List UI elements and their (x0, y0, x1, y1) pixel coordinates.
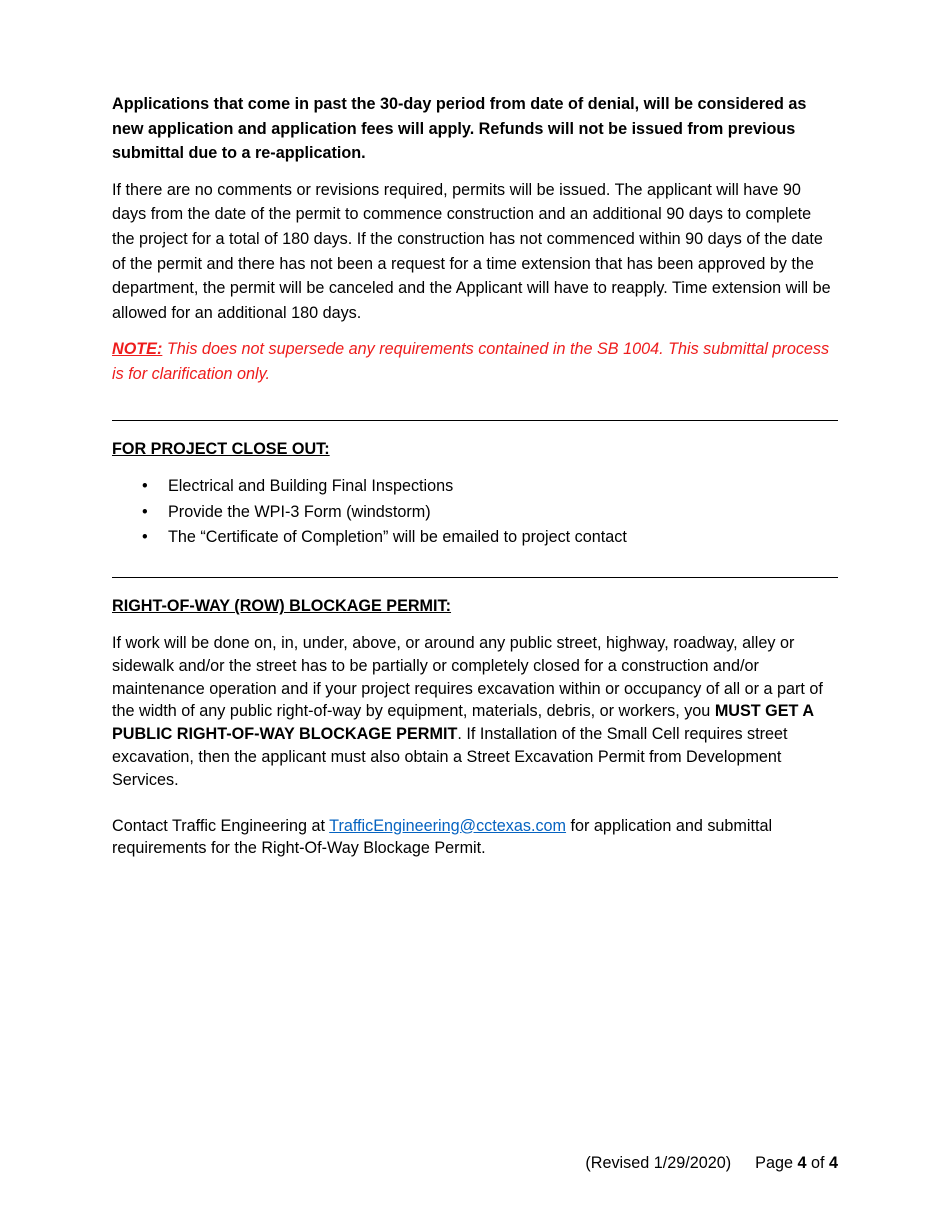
contact-prefix: Contact Traffic Engineering at (112, 816, 330, 835)
list-item-text: Electrical and Building Final Inspections (168, 477, 454, 496)
revision-date: (Revised 1/29/2020) (585, 1154, 732, 1172)
note-text: This does not supersede any requirements contained in the SB 1004. This submittal process is for clarification only. (112, 340, 830, 383)
contact-suffix: for application and submittal requirements for the Right-Of-Way Blockage Permit. (112, 816, 773, 858)
close-out-list (112, 474, 838, 550)
contact-paragraph (112, 815, 838, 861)
page-footer (585, 1152, 838, 1174)
list-item (112, 474, 838, 499)
list-item-text: The “Certificate of Completion” will be emailed to project contact (168, 527, 627, 546)
list-item (112, 525, 838, 550)
page-number: 4 (797, 1154, 807, 1172)
list-item-text: Provide the WPI-3 Form (windstorm) (168, 502, 431, 521)
traffic-engineering-email-link[interactable]: TrafficEngineering@cctexas.com (329, 816, 567, 835)
section-divider (112, 577, 838, 578)
close-out-heading: FOR PROJECT CLOSE OUT: (112, 439, 330, 458)
permit-timeline-paragraph: If there are no comments or revisions required, permits will be issued. The applicant will have 90 days from the date of the permit to commence construction and an additional 90 days to complete the project for a total of 180 days. If the construction has not commenced within 90 days of the date of the permit and there has not been a request for a time extension that has been approved by the department, the permit will be canceled and the Applicant will have to reapply. Time extension will be allowed for an additional 180 days. (112, 180, 831, 322)
list-item (112, 500, 838, 525)
note-label: NOTE: (112, 340, 163, 359)
row-permit-heading: RIGHT-OF-WAY (ROW) BLOCKAGE PERMIT: (112, 597, 452, 616)
bullet-icon: • (142, 527, 148, 546)
section-divider (112, 420, 838, 421)
of-word: of (810, 1154, 825, 1172)
page-word: Page (755, 1154, 793, 1172)
row-para-text-end: . If Installation of the Small Cell requires street excavation, then the applicant must also obtain a Street Excavation Permit from Development Services. (112, 725, 788, 789)
row-permit-paragraph (112, 632, 838, 792)
page-total: 4 (828, 1154, 838, 1172)
sb1004-note (112, 337, 838, 386)
bullet-icon: • (142, 477, 148, 496)
row-para-text: If work will be done on, in, under, above, or around any public street, highway, roadway, alley or sidewalk and/or the street has to be partially or completely closed for a construction and/or maintenance operation and if your project requires excavation within or occupancy of all or a part of the width of any public right-of-way by equipment, materials, debris, or workers, you (112, 633, 823, 721)
document-page (112, 92, 838, 860)
reapplication-warning: Applications that come in past the 30-day period from date of denial, will be considered as new application and application fees will apply. Refunds will not be issued from previous submittal due to a re-application. (112, 95, 807, 163)
row-permit-requirement: MUST GET A PUBLIC RIGHT-OF-WAY BLOCKAGE PERMIT (112, 702, 814, 744)
bullet-icon: • (142, 502, 148, 521)
